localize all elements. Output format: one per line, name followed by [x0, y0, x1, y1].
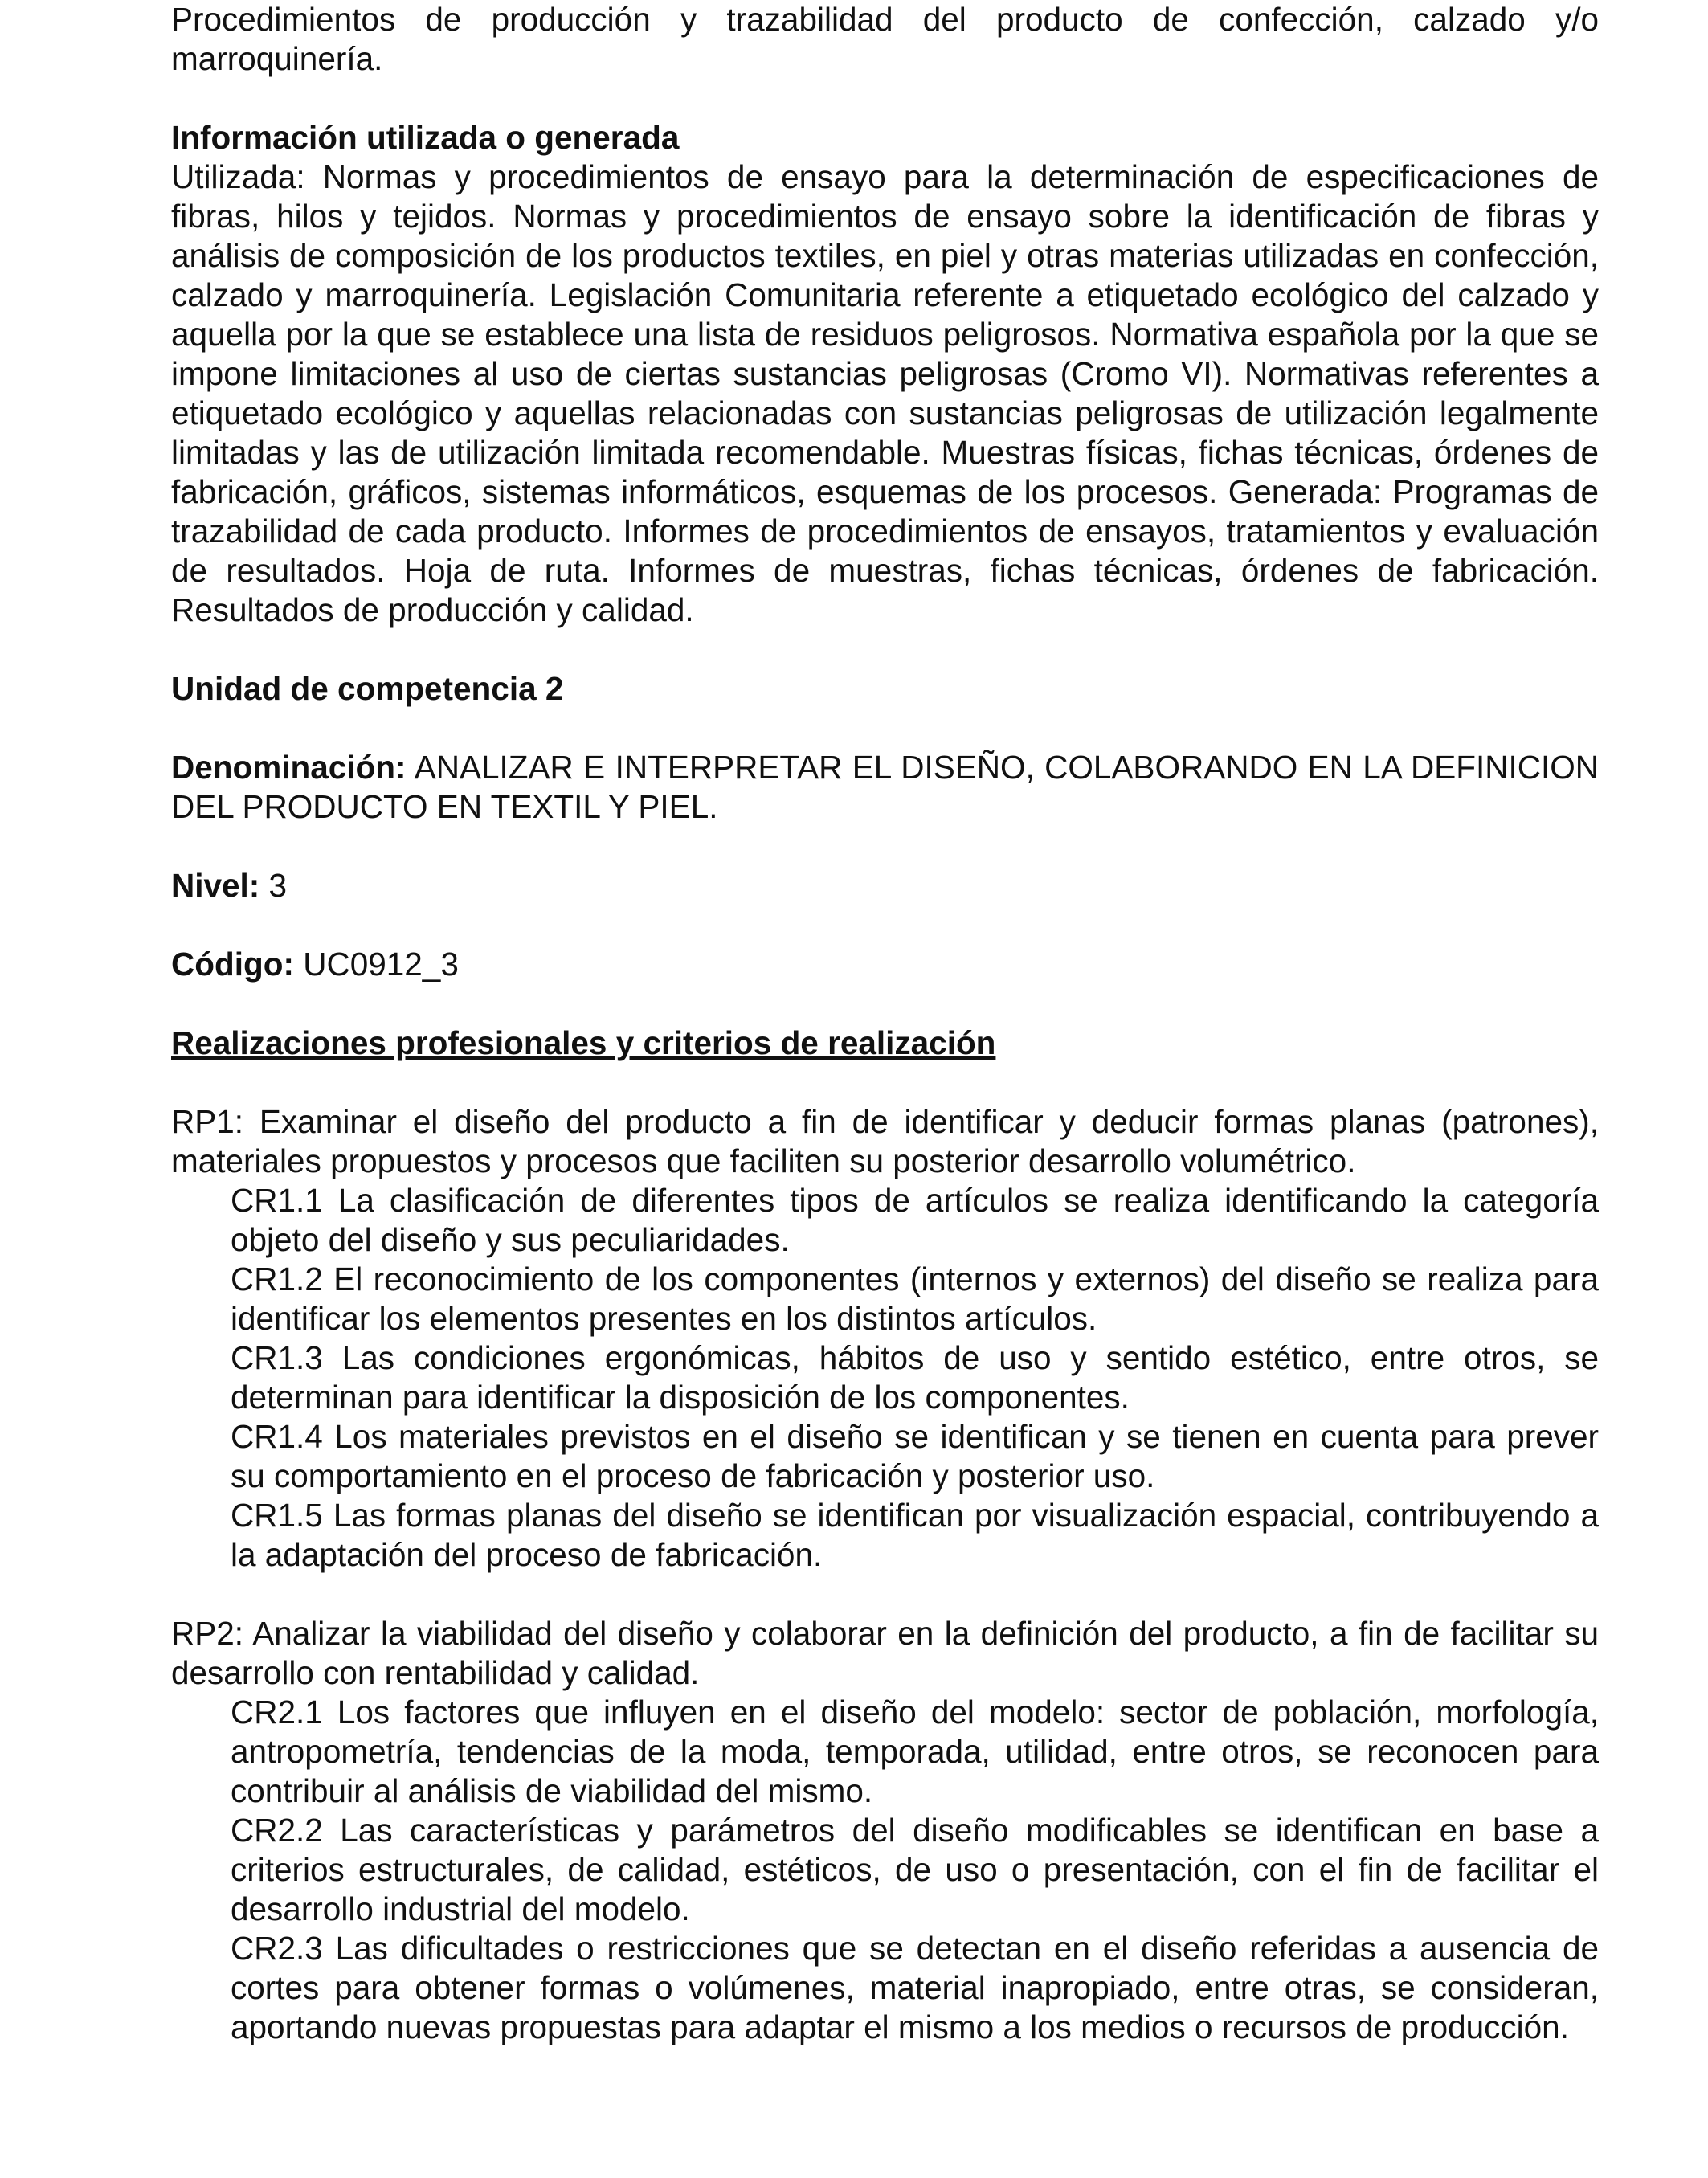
criterion-cr1-2: CR1.2 El reconocimiento de los componentes (internos y externos) del diseño se realiza para identificar los elementos presentes en los distintos artículos.	[231, 1261, 1599, 1337]
codigo-line	[171, 945, 1599, 984]
informacion-heading: Información utilizada o generada	[171, 119, 680, 156]
codigo-value: UC0912_3	[293, 946, 459, 983]
informacion-body: Utilizada: Normas y procedimientos de ensayo para la determinación de especificaciones de fibras, hilos y tejidos. Normas y procedimientos de ensayo sobre la identificación de fibras y análisis de composición de los productos textiles, en piel y otras materias utilizadas en confección, calzado y marroquinería. Legislación Comunitaria referente a etiquetado ecológico del calzado y aquella por la que se establece una lista de residuos peligrosos. Normativa española por la que se impone limitaciones al uso de ciertas sustancias peligrosas (Cromo VI). Normativas referentes a etiquetado ecológico y aquellas relacionadas con sustancias peligrosas de utilización legalmente limitadas y las de utilización limitada recomendable. Muestras físicas, fichas técnicas, órdenes de fabricación, gráficos, sistemas informáticos, esquemas de los procesos. Generada: Programas de trazabilidad de cada producto. Informes de procedimientos de ensayos, tratamientos y evaluación de resultados. Hoja de ruta. Informes de muestras, fichas técnicas, órdenes de fabricación. Resultados de producción y calidad.	[171, 158, 1599, 628]
nivel-line	[171, 866, 1599, 905]
spacer	[171, 630, 1599, 669]
spacer	[171, 1063, 1599, 1102]
rp1-paragraph: RP1: Examinar el diseño del producto a fin de identificar y deducir formas planas (patrones), materiales propuestos y procesos que faciliten su posterior desarrollo volumétrico.	[171, 1103, 1599, 1179]
realizaciones-heading: Realizaciones profesionales y criterios de realización	[171, 1024, 996, 1061]
criterion-cr1-4: CR1.4 Los materiales previstos en el diseño se identifican y se tienen en cuenta para prever su comportamiento en el proceso de fabricación y posterior uso.	[231, 1418, 1599, 1494]
criterion-cr1-3: CR1.3 Las condiciones ergonómicas, hábitos de uso y sentido estético, entre otros, se determinan para identificar la disposición de los componentes.	[231, 1339, 1599, 1416]
spacer	[171, 984, 1599, 1024]
nivel-value: 3	[259, 867, 288, 904]
denominacion-line	[171, 748, 1599, 827]
unidad-heading: Unidad de competencia 2	[171, 670, 564, 707]
document-page	[171, 0, 1599, 2047]
criterion-cr2-3: CR2.3 Las dificultades o restricciones que se detectan en el diseño referidas a ausencia de cortes para obtener formas o volúmenes, material inapropiado, entre otras, se consideran, aportando nuevas propuestas para adaptar el mismo a los medios o recursos de producción.	[231, 1930, 1599, 2045]
intro-paragraph: Procedimientos de producción y trazabilidad del producto de confección, calzado y/o marroquinería.	[171, 1, 1599, 77]
criterion-cr2-2: CR2.2 Las características y parámetros del diseño modificables se identifican en base a criterios estructurales, de calidad, estéticos, de uso o presentación, con el fin de facilitar el desarrollo industrial del modelo.	[231, 1812, 1599, 1927]
spacer	[171, 905, 1599, 945]
spacer	[171, 827, 1599, 866]
spacer	[171, 1575, 1599, 1614]
criterion-cr1-5: CR1.5 Las formas planas del diseño se identifican por visualización espacial, contribuyendo a la adaptación del proceso de fabricación.	[231, 1497, 1599, 1573]
spacer	[171, 79, 1599, 118]
rp2-paragraph: RP2: Analizar la viabilidad del diseño y colaborar en la definición del producto, a fin de facilitar su desarrollo con rentabilidad y calidad.	[171, 1615, 1599, 1691]
denominacion-label: Denominación:	[171, 749, 407, 786]
criterion-cr1-1: CR1.1 La clasificación de diferentes tipos de artículos se realiza identificando la categoría objeto del diseño y sus peculiaridades.	[231, 1182, 1599, 1258]
denominacion-value: ANALIZAR E INTERPRETAR EL DISEÑO, COLABORANDO EN LA DEFINICION DEL PRODUCTO EN TEXTIL Y PIEL.	[171, 749, 1599, 825]
codigo-label: Código:	[171, 946, 294, 983]
nivel-label: Nivel:	[171, 867, 260, 904]
criterion-cr2-1: CR2.1 Los factores que influyen en el diseño del modelo: sector de población, morfología, antropometría, tendencias de la moda, temporada, utilidad, entre otros, se reconocen para contribuir al análisis de viabilidad del mismo.	[231, 1694, 1599, 1809]
spacer	[171, 709, 1599, 748]
